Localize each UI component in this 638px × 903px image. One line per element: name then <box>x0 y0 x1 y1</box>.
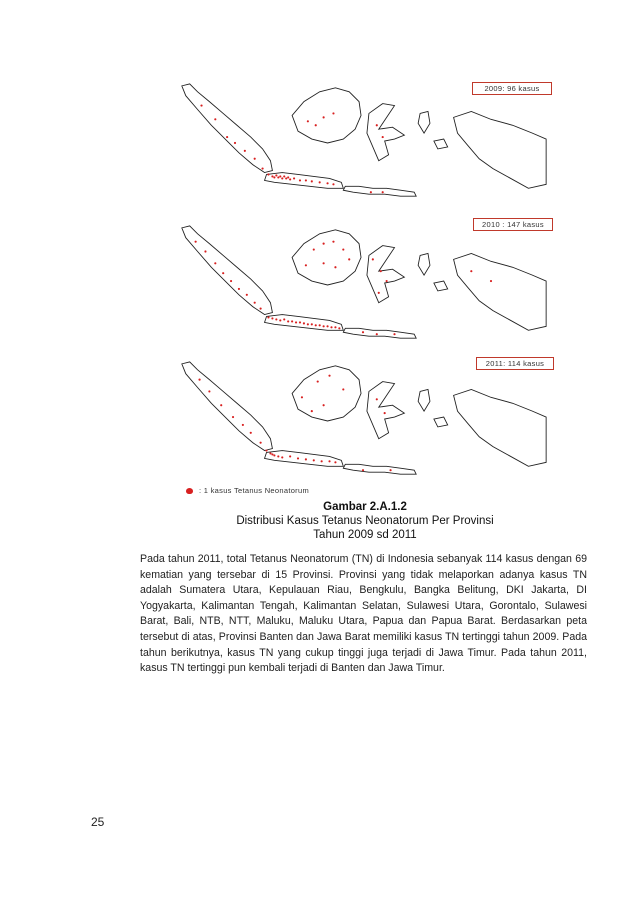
case-dot <box>326 325 328 327</box>
map-label-2010: 2010 : 147 kasus <box>473 218 553 231</box>
case-dot <box>319 324 321 326</box>
island-java <box>265 451 344 467</box>
case-dot <box>307 120 309 122</box>
island-sumatra <box>182 84 273 173</box>
case-dot <box>323 262 325 264</box>
case-dot <box>393 333 395 335</box>
case-dot <box>214 118 216 120</box>
island-sulawesi <box>367 246 404 303</box>
case-dot <box>260 308 262 310</box>
case-dot <box>317 381 319 383</box>
case-dot <box>275 318 277 320</box>
case-dot <box>295 321 297 323</box>
indonesia-map-2011 <box>172 356 554 484</box>
island-papua <box>454 111 547 188</box>
island-kalimantan <box>292 230 361 285</box>
case-dot <box>271 317 273 319</box>
case-dot <box>289 178 291 180</box>
case-dot <box>279 319 281 321</box>
indonesia-map-2009 <box>172 78 554 206</box>
island-sulawesi <box>367 104 404 161</box>
case-dot <box>311 323 313 325</box>
case-dot <box>338 327 340 329</box>
case-dot <box>299 179 301 181</box>
case-dot <box>332 183 334 185</box>
map-legend <box>186 486 309 495</box>
case-dot <box>376 333 378 335</box>
case-dot <box>226 136 228 138</box>
case-dot <box>287 176 289 178</box>
case-dot <box>265 449 267 451</box>
case-dot <box>311 180 313 182</box>
case-dot <box>285 177 287 179</box>
case-dot <box>380 270 382 272</box>
case-dot <box>281 456 283 458</box>
case-dot <box>297 457 299 459</box>
island-nusa-tenggara <box>343 328 416 338</box>
case-dot <box>362 331 364 333</box>
island-papua <box>454 389 547 466</box>
case-dot <box>321 460 323 462</box>
case-dot <box>303 322 305 324</box>
case-dot <box>283 175 285 177</box>
case-dot <box>254 302 256 304</box>
case-dot <box>323 325 325 327</box>
case-dot <box>334 326 336 328</box>
case-dot <box>244 150 246 152</box>
page-number: 25 <box>91 815 105 829</box>
case-dot <box>326 182 328 184</box>
case-dot <box>254 158 256 160</box>
case-dot <box>275 174 277 176</box>
case-dot <box>232 416 234 418</box>
case-dot <box>208 390 210 392</box>
island-maluku <box>418 253 448 290</box>
island-sulawesi <box>367 382 404 439</box>
case-dot <box>323 243 325 245</box>
case-dot <box>328 375 330 377</box>
case-dot <box>313 248 315 250</box>
caption-title: Distribusi Kasus Tetanus Neonatorum Per Provinsi <box>236 515 494 527</box>
case-dot <box>315 324 317 326</box>
case-dot <box>261 168 263 170</box>
case-dot <box>277 176 279 178</box>
case-dot <box>348 258 350 260</box>
case-dot <box>334 266 336 268</box>
case-dot <box>323 404 325 406</box>
case-dot <box>283 318 285 320</box>
island-sumatra <box>182 226 273 315</box>
case-dot <box>378 292 380 294</box>
case-dot <box>342 388 344 390</box>
island-kalimantan <box>292 88 361 143</box>
case-dot <box>214 262 216 264</box>
case-dot <box>289 455 291 457</box>
case-dot <box>260 442 262 444</box>
case-dot <box>273 454 275 456</box>
case-dot <box>273 176 275 178</box>
case-dot <box>490 280 492 282</box>
legend-text: : 1 kasus Tetanus Neonatorum <box>199 486 309 495</box>
case-dot <box>305 458 307 460</box>
map-label-2009: 2009: 96 kasus <box>472 82 552 95</box>
case-dot <box>281 177 283 179</box>
case-dot <box>293 177 295 179</box>
case-dot <box>271 175 273 177</box>
figure-caption <box>140 500 590 542</box>
case-dot <box>376 124 378 126</box>
island-papua <box>454 253 547 330</box>
case-dot <box>287 320 289 322</box>
case-dot <box>250 432 252 434</box>
case-dot <box>328 460 330 462</box>
case-dot <box>313 459 315 461</box>
case-dot <box>319 181 321 183</box>
case-dot <box>279 175 281 177</box>
case-dot <box>195 241 197 243</box>
indonesia-map-2010 <box>172 220 554 348</box>
case-dot <box>382 191 384 193</box>
island-nusa-tenggara <box>343 464 416 474</box>
caption-figure-number: Gambar 2.A.1.2 <box>323 501 407 513</box>
map-label-2011: 2011: 114 kasus <box>476 357 554 370</box>
case-dot <box>242 424 244 426</box>
case-dot <box>307 323 309 325</box>
case-dot <box>198 379 200 381</box>
case-dot-icon <box>186 488 193 494</box>
case-dot <box>305 179 307 181</box>
island-maluku <box>418 111 448 148</box>
case-dot <box>200 104 202 106</box>
case-dot <box>470 270 472 272</box>
case-dot <box>291 320 293 322</box>
body-paragraph: Pada tahun 2011, total Tetanus Neonatorum (TN) di Indonesia sebanyak 114 kasus dengan 69 kematian yang tersebar di 15 Provinsi. Provinsi yang tidak melaporkan adanya kasus TN adalah Sumatera Utara, Kepulauan Riau, Bengkulu, Bangka Belitung, DKI Jakarta, DI Yogyakarta, Kalimantan Tengah, Kalimantan Selatan, Sulawesi Utara, Gorontalo, Sulawesi Barat, Bali, NTB, NTT, Maluku, Maluku Utara, Papua dan Papua Barat. Berdasarkan peta tersebut di atas, Provinsi Banten dan Jawa Barat memiliki kasus TN tertinggi tahun 2009. Pada tahun berikutnya, kasus TN yang cukup tinggi juga terjadi di Jawa Timur. Pada tahun 2011, kasus TN tertinggi pun kembali terjadi di Banten dan Jawa Timur. <box>140 553 587 675</box>
map-2010 <box>172 220 554 348</box>
case-dot <box>234 142 236 144</box>
case-dot <box>277 455 279 457</box>
case-dot <box>267 316 269 318</box>
island-maluku <box>418 389 448 426</box>
case-dot <box>389 469 391 471</box>
case-dot <box>305 264 307 266</box>
case-dot <box>311 410 313 412</box>
case-dot <box>301 396 303 398</box>
case-dot <box>238 288 240 290</box>
island-kalimantan <box>292 366 361 421</box>
map-2009 <box>172 78 554 206</box>
case-dot <box>334 461 336 463</box>
island-sumatra <box>182 362 273 451</box>
case-dot <box>269 452 271 454</box>
case-dot <box>342 248 344 250</box>
case-dot <box>370 191 372 193</box>
case-dot <box>204 250 206 252</box>
case-dot <box>376 398 378 400</box>
case-dot <box>386 280 388 282</box>
island-nusa-tenggara <box>343 186 416 196</box>
case-dot <box>384 412 386 414</box>
case-dot <box>299 321 301 323</box>
case-dot <box>330 326 332 328</box>
caption-years: Tahun 2009 sd 2011 <box>313 529 417 541</box>
case-dot <box>246 294 248 296</box>
case-dot <box>267 173 269 175</box>
case-dot <box>332 112 334 114</box>
case-dot <box>315 124 317 126</box>
case-dot <box>230 280 232 282</box>
case-dot <box>382 136 384 138</box>
case-dot <box>323 116 325 118</box>
map-2011 <box>172 356 554 484</box>
case-dot <box>271 453 273 455</box>
case-dot <box>362 469 364 471</box>
case-dot <box>222 272 224 274</box>
case-dot <box>220 404 222 406</box>
case-dot <box>332 241 334 243</box>
case-dot <box>372 258 374 260</box>
